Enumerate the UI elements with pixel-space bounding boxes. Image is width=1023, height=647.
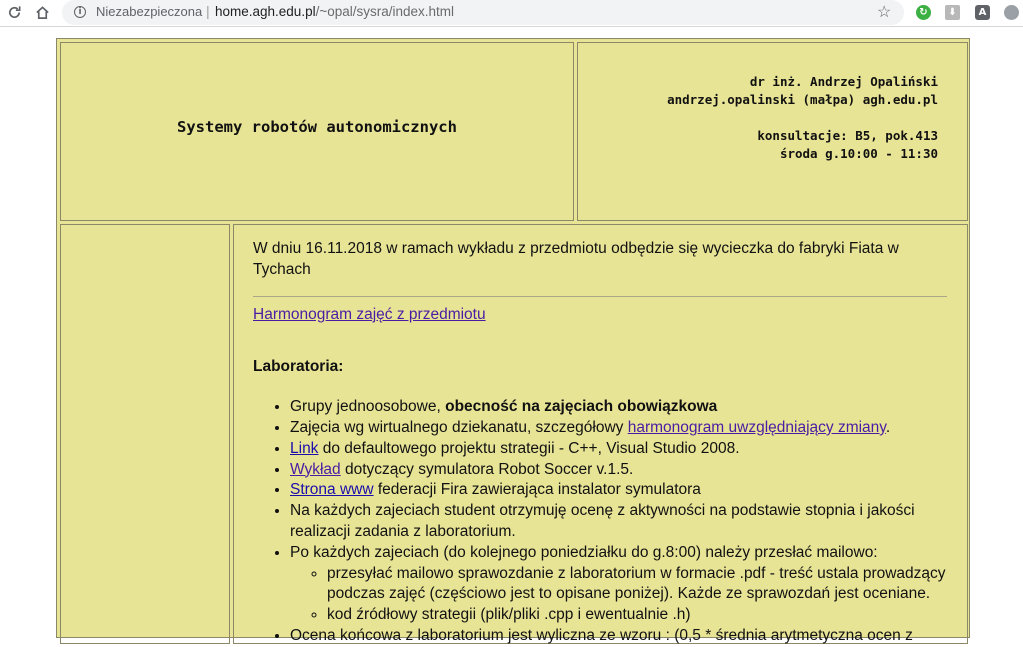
announcement: W dniu 16.11.2018 w ramach wykładu z przedmiotu odbędzie się wycieczka do fabryki Fiata w Tychach: [253, 240, 899, 278]
schedule-link[interactable]: Harmonogram zajęć z przedmiotu: [253, 305, 486, 323]
list-item: [290, 460, 947, 481]
sub-list-item: ◦ kod źródłowy strategii (plik/pliki .cpp i ewentualnie .h): [327, 605, 947, 626]
security-label[interactable]: Niezabezpieczona: [96, 4, 203, 19]
lecture-link[interactable]: Wykład: [290, 460, 341, 478]
course-title: Systemy robotów autonomicznych: [177, 118, 457, 136]
extension-shield-icon[interactable]: A: [975, 5, 990, 20]
lecturer-name: dr inż. Andrzej Opaliński: [749, 74, 938, 89]
strategy-project-link[interactable]: Link: [290, 439, 319, 457]
lab-heading: Laboratoria:: [253, 358, 344, 376]
list-item: [290, 480, 947, 501]
consultation-time: środa g.10:00 - 11:30: [779, 146, 938, 161]
item-text: Po każdych zajeciach (do kolejnego poniedziałku do g.8:00) należy przesłać mailowo:: [290, 543, 878, 561]
page-table: [56, 38, 970, 644]
title-cell: [60, 42, 574, 221]
url-separator: |: [206, 3, 210, 19]
list-item: [290, 543, 947, 626]
url-text[interactable]: [215, 4, 454, 19]
sidebar-cell: [60, 224, 230, 644]
main-content: [253, 239, 947, 647]
list-item: [290, 397, 947, 418]
divider: [253, 296, 947, 297]
item-text: dotyczący symulatora Robot Soccer v.1.5.: [340, 460, 634, 478]
lab-list: [253, 397, 947, 647]
list-item: [290, 418, 947, 439]
list-item: • Na każdych zajeciach student otrzymuję ocenę z aktywności na podstawie stopnia i jakości realizacji zadania z laboratorium.: [290, 501, 947, 543]
item-text: Grupy jednoosobowe,: [290, 398, 446, 416]
item-text: .: [885, 418, 891, 436]
sub-list-item: ◦ przesyłać mailowo sprawozdanie z laboratorium w formacie .pdf - treść ustala prowadzący podczas zajęć (częściowo jest to opisane poniżej). Każde ze sprawozdań jest oceniane.: [327, 564, 947, 606]
reload-icon[interactable]: [5, 3, 23, 21]
contact-cell: [577, 42, 968, 221]
url-path: /~opal/sysra/index.html: [315, 4, 455, 19]
browser-toolbar: [0, 0, 1023, 27]
item-text: do defaultowego projektu strategii - C++, Visual Studio 2008.: [318, 439, 740, 457]
item-text: federacji Fira zawierająca instalator symulatora: [373, 481, 701, 499]
profile-icon[interactable]: [1004, 5, 1019, 20]
main-cell: [233, 224, 968, 644]
extension-green-icon[interactable]: ↻: [916, 5, 931, 20]
item-bold-text: obecność na zajęciach obowiązkowa: [445, 398, 718, 416]
home-icon[interactable]: [33, 3, 51, 21]
sub-list: [290, 564, 947, 626]
list-item: [290, 439, 947, 460]
list-item: • Ocena końcowa z laboratorium jest wyliczna ze wzoru : (0,5 * średnia arytmetyczna ocen z: [290, 626, 947, 647]
address-bar[interactable]: [62, 0, 904, 25]
info-icon[interactable]: i: [74, 6, 86, 18]
url-domain: home.agh.edu.pl: [215, 4, 316, 19]
extension-pdf-icon[interactable]: ⬇: [945, 5, 960, 20]
lecturer-email: andrzej.opalinski (małpa) agh.edu.pl: [667, 92, 938, 107]
fira-website-link[interactable]: Strona www: [290, 481, 374, 499]
item-text: Zajęcia wg wirtualnego dziekanatu, szczegółowy: [290, 418, 628, 436]
contact-info: [667, 73, 938, 163]
star-icon[interactable]: ☆: [877, 4, 892, 21]
consultation-room: konsultacje: B5, pok.413: [757, 128, 938, 143]
harmonogram-link[interactable]: harmonogram uwzględniający zmiany: [627, 418, 886, 436]
